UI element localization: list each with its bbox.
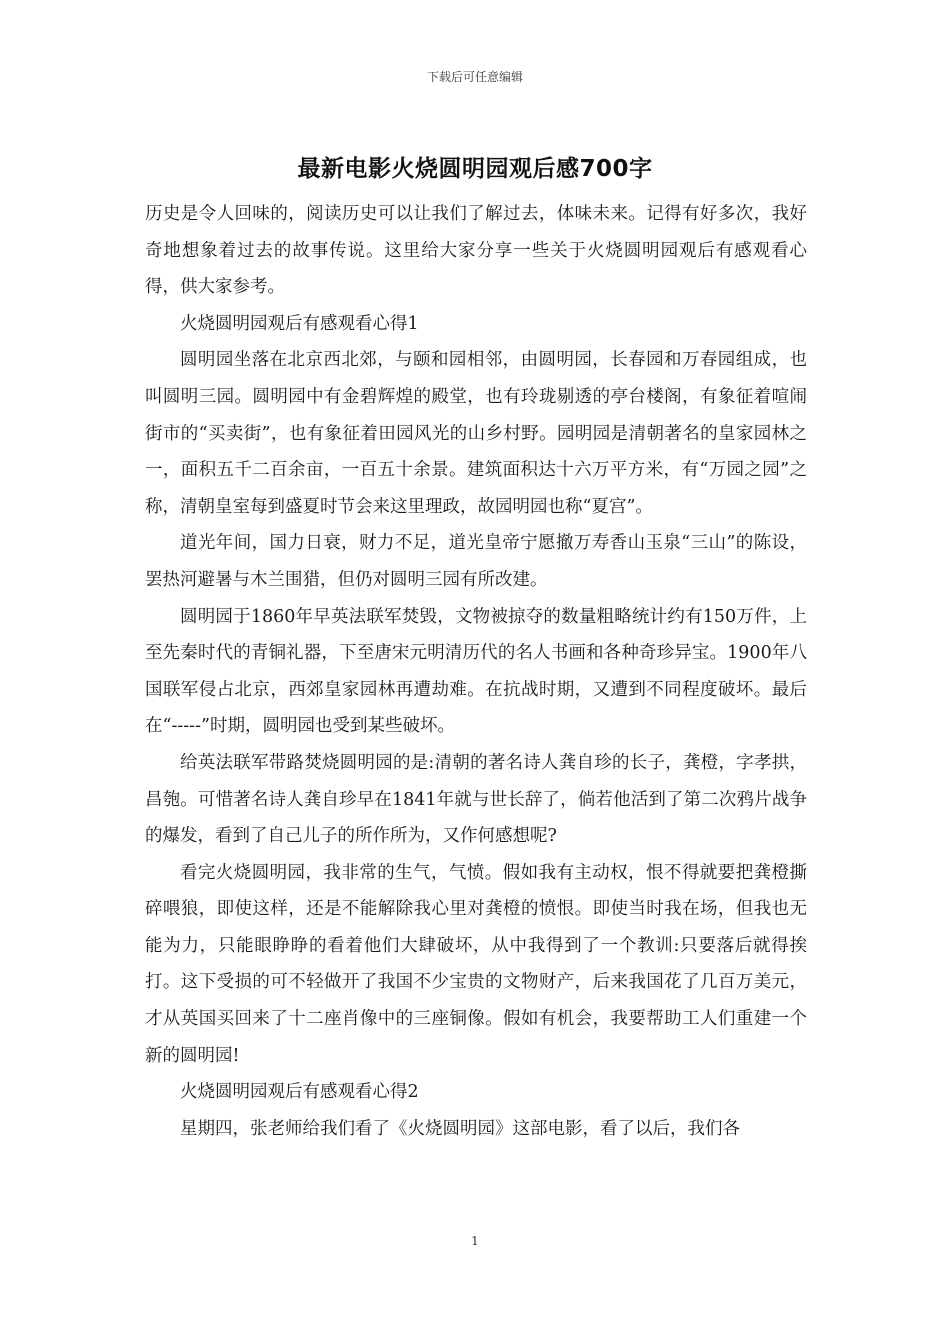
page-number: 1	[471, 1234, 479, 1248]
section-heading-2: 火烧圆明园观后有感观看心得2	[180, 1082, 419, 1103]
section-heading-1: 火烧圆明园观后有感观看心得1	[180, 313, 419, 334]
body-paragraph: 看完火烧圆明园，我非常的生气，气愤。假如我有主动权，恨不得就要把龚橙撕碎喂狼，即使这样，还是不能解除我心里对龚橙的愤恨。即使当时我在场，但我也无能为力，只能眼睁睁的看着他们大肆破坏，从中我得到了一个教训:只要落后就得挨打。这下受损的可不轻做开了我国不少宝贵的文物财产，后来我国花了几百万美元，才从英国买回来了十二座肖像中的三座铜像。假如有机会，我要帮助工人们重建一个新的圆明园!	[145, 862, 807, 1066]
body-paragraph: 圆明园坐落在北京西北郊，与颐和园相邻，由圆明园，长春园和万春园组成，也叫圆明三园。圆明园中有金碧辉煌的殿堂，也有玲珑剔透的亭台楼阁，有象征着喧闹街市的“买卖街”，也有象征着田园风光的山乡村野。园明园是清朝著名的皇家园林之一，面积五千二百余亩，一百五十余景。建筑面积达十六万平方米，有“万园之园”之称，清朝皇室每到盛夏时节会来这里理政，故园明园也称“夏宫”。	[145, 350, 807, 517]
document-title: 最新电影火烧圆明园观后感700字	[297, 156, 653, 182]
body-paragraph: 给英法联军带路焚烧圆明园的是:清朝的著名诗人龚自珍的长子，龚橙，字孝拱，昌匏。可惜著名诗人龚自珍早在1841年就与世长辞了，倘若他活到了第二次鸦片战争的爆发，看到了自己儿子的所作所为，又作何感想呢?	[145, 752, 807, 847]
intro-paragraph: 历史是令人回味的，阅读历史可以让我们了解过去，体味未来。记得有好多次，我好奇地想象着过去的故事传说。这里给大家分享一些关于火烧圆明园观后有感观看心得，供大家参考。	[145, 204, 807, 298]
body-paragraph: 圆明园于1860年早英法联军焚毁，文物被掠夺的数量粗略统计约有150万件，上至先秦时代的青铜礼器，下至唐宋元明清历代的名人书画和各种奇珍异宝。1900年八国联军侵占北京，西郊皇家园林再遭劫难。在抗战时期，又遭到不同程度破坏。最后在“-----”时期，圆明园也受到某些破坏。	[145, 606, 807, 737]
page-header: 下载后可任意编辑	[426, 70, 523, 84]
body-paragraph: 星期四，张老师给我们看了《火烧圆明园》这部电影，看了以后，我们各	[180, 1118, 740, 1139]
body-paragraph: 道光年间，国力日衰，财力不足，道光皇帝宁愿撤万寿香山玉泉“三山”的陈设，罢热河避暑与木兰围猎，但仍对圆明三园有所改建。	[145, 533, 807, 590]
document-body	[145, 196, 807, 1147]
